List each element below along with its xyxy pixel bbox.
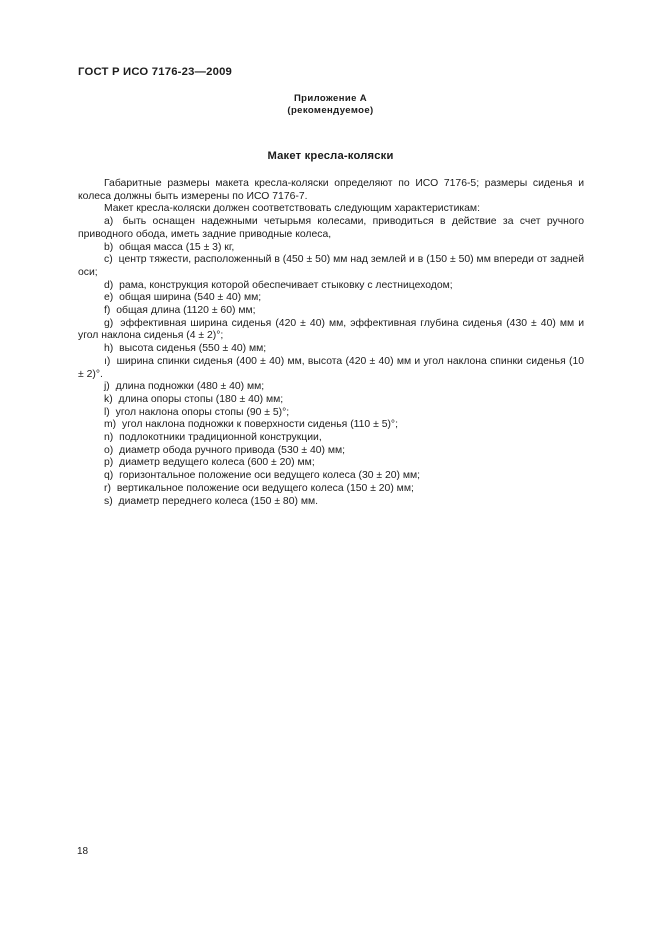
list-item — [78, 407, 584, 420]
list-item — [78, 292, 584, 305]
list-item-text: высота сиденья (550 ± 40) мм; — [119, 343, 267, 355]
list-item-text: угол наклона подножки к поверхности сиденья (110 ± 5)°; — [122, 419, 398, 431]
list-item-text: быть оснащен надежными четырьмя колесами, приводиться в действие за счет ручного приводного обода, иметь задние приводные колеса, — [78, 216, 584, 240]
list-item — [78, 381, 584, 394]
list-item-marker: s) — [104, 495, 113, 507]
list-item — [78, 280, 584, 293]
page-number: 18 — [77, 846, 89, 857]
list-item-marker: r) — [104, 482, 111, 494]
list-item — [78, 470, 584, 483]
list-item-marker: n) — [104, 432, 114, 444]
list-item-text: диаметр ведущего колеса (600 ± 20) мм; — [119, 457, 315, 469]
list-item — [78, 242, 584, 255]
list-item-marker: d) — [104, 279, 114, 291]
list-item — [78, 432, 584, 445]
list-item-text: общая ширина (540 ± 40) мм; — [119, 292, 262, 304]
list-item — [78, 445, 584, 458]
intro-paragraph: Габаритные размеры макета кресла-коляски определяют по ИСО 7176-5; размеры сиденья и колеса должны быть измерены по ИСО 7176-7. — [78, 178, 584, 202]
list-item — [78, 356, 584, 381]
list-item — [78, 496, 584, 509]
list-item-marker: a) — [104, 216, 114, 228]
list-item-text: вертикальное положение оси ведущего колеса (150 ± 20) мм; — [116, 482, 414, 494]
list-item — [78, 305, 584, 318]
list-item-text: эффективная ширина сиденья (420 ± 40) мм, эффективная глубина сиденья (430 ± 40) мм и угол наклона сиденья (4 ± 2)°; — [78, 317, 584, 342]
list-item-text: диаметр обода ручного привода (530 ± 40) мм; — [119, 444, 346, 456]
list-item — [78, 343, 584, 356]
list-item — [78, 318, 584, 343]
list-item-text: горизонтальное положение оси ведущего колеса (30 ± 20) мм; — [119, 470, 421, 482]
list-item-marker: e) — [104, 292, 114, 304]
list-item-text: общая масса (15 ± 3) кг, — [119, 241, 235, 253]
list-item-text: длина опоры стопы (180 ± 40) мм; — [118, 393, 284, 405]
body-text — [78, 178, 584, 508]
list-item-text: рама, конструкция которой обеспечивает стыковку с лестницеходом; — [119, 279, 453, 291]
list-item-text: диаметр переднего колеса (150 ± 80) мм. — [118, 495, 319, 507]
list-item — [78, 394, 584, 407]
list-item-marker: m) — [104, 419, 117, 431]
list-item-marker: c) — [104, 254, 113, 266]
intro-paragraph: Макет кресла-коляски должен соответствовать следующим характеристикам: — [104, 203, 480, 215]
list-item-marker: q) — [104, 470, 114, 482]
list-item-marker: g) — [104, 317, 114, 329]
list-item-marker: l) — [104, 406, 110, 418]
list-item — [78, 457, 584, 470]
list-item-text: общая длина (1120 ± 60) мм; — [116, 305, 256, 317]
list-item — [78, 254, 584, 279]
list-item — [78, 483, 584, 496]
list-item-marker: p) — [104, 457, 114, 469]
characteristics-list — [78, 216, 584, 508]
appendix-label: Приложение А — [293, 93, 368, 104]
list-item — [78, 419, 584, 432]
list-item-text: угол наклона опоры стопы (90 ± 5)°; — [115, 406, 290, 418]
list-item-marker: ı) — [104, 355, 111, 367]
document-code-header: ГОСТ Р ИСО 7176-23—2009 — [78, 66, 233, 78]
list-item-text: длина подножки (480 ± 40) мм; — [115, 381, 265, 393]
list-item-text: центр тяжести, расположенный в (450 ± 50) мм над землей и в (150 ± 50) мм впереди от задней оси; — [78, 254, 585, 278]
list-item — [78, 216, 584, 241]
list-item-marker: j) — [104, 381, 110, 393]
list-item-text: ширина спинки сиденья (400 ± 40) мм, высота (420 ± 40) мм и угол наклона спинки сиденья (10 ± 2)°. — [78, 355, 584, 380]
list-item-text: подлокотники традиционной конструкции, — [119, 432, 322, 444]
list-item-marker: o) — [104, 444, 114, 456]
list-item-marker: k) — [104, 393, 113, 405]
list-item-marker: f) — [104, 305, 111, 317]
list-item-marker: b) — [104, 241, 114, 253]
appendix-note: (рекомендуемое) — [287, 105, 374, 116]
page-title: Макет кресла-коляски — [267, 150, 394, 162]
appendix-block — [0, 93, 661, 117]
list-item-marker: h) — [104, 343, 114, 355]
